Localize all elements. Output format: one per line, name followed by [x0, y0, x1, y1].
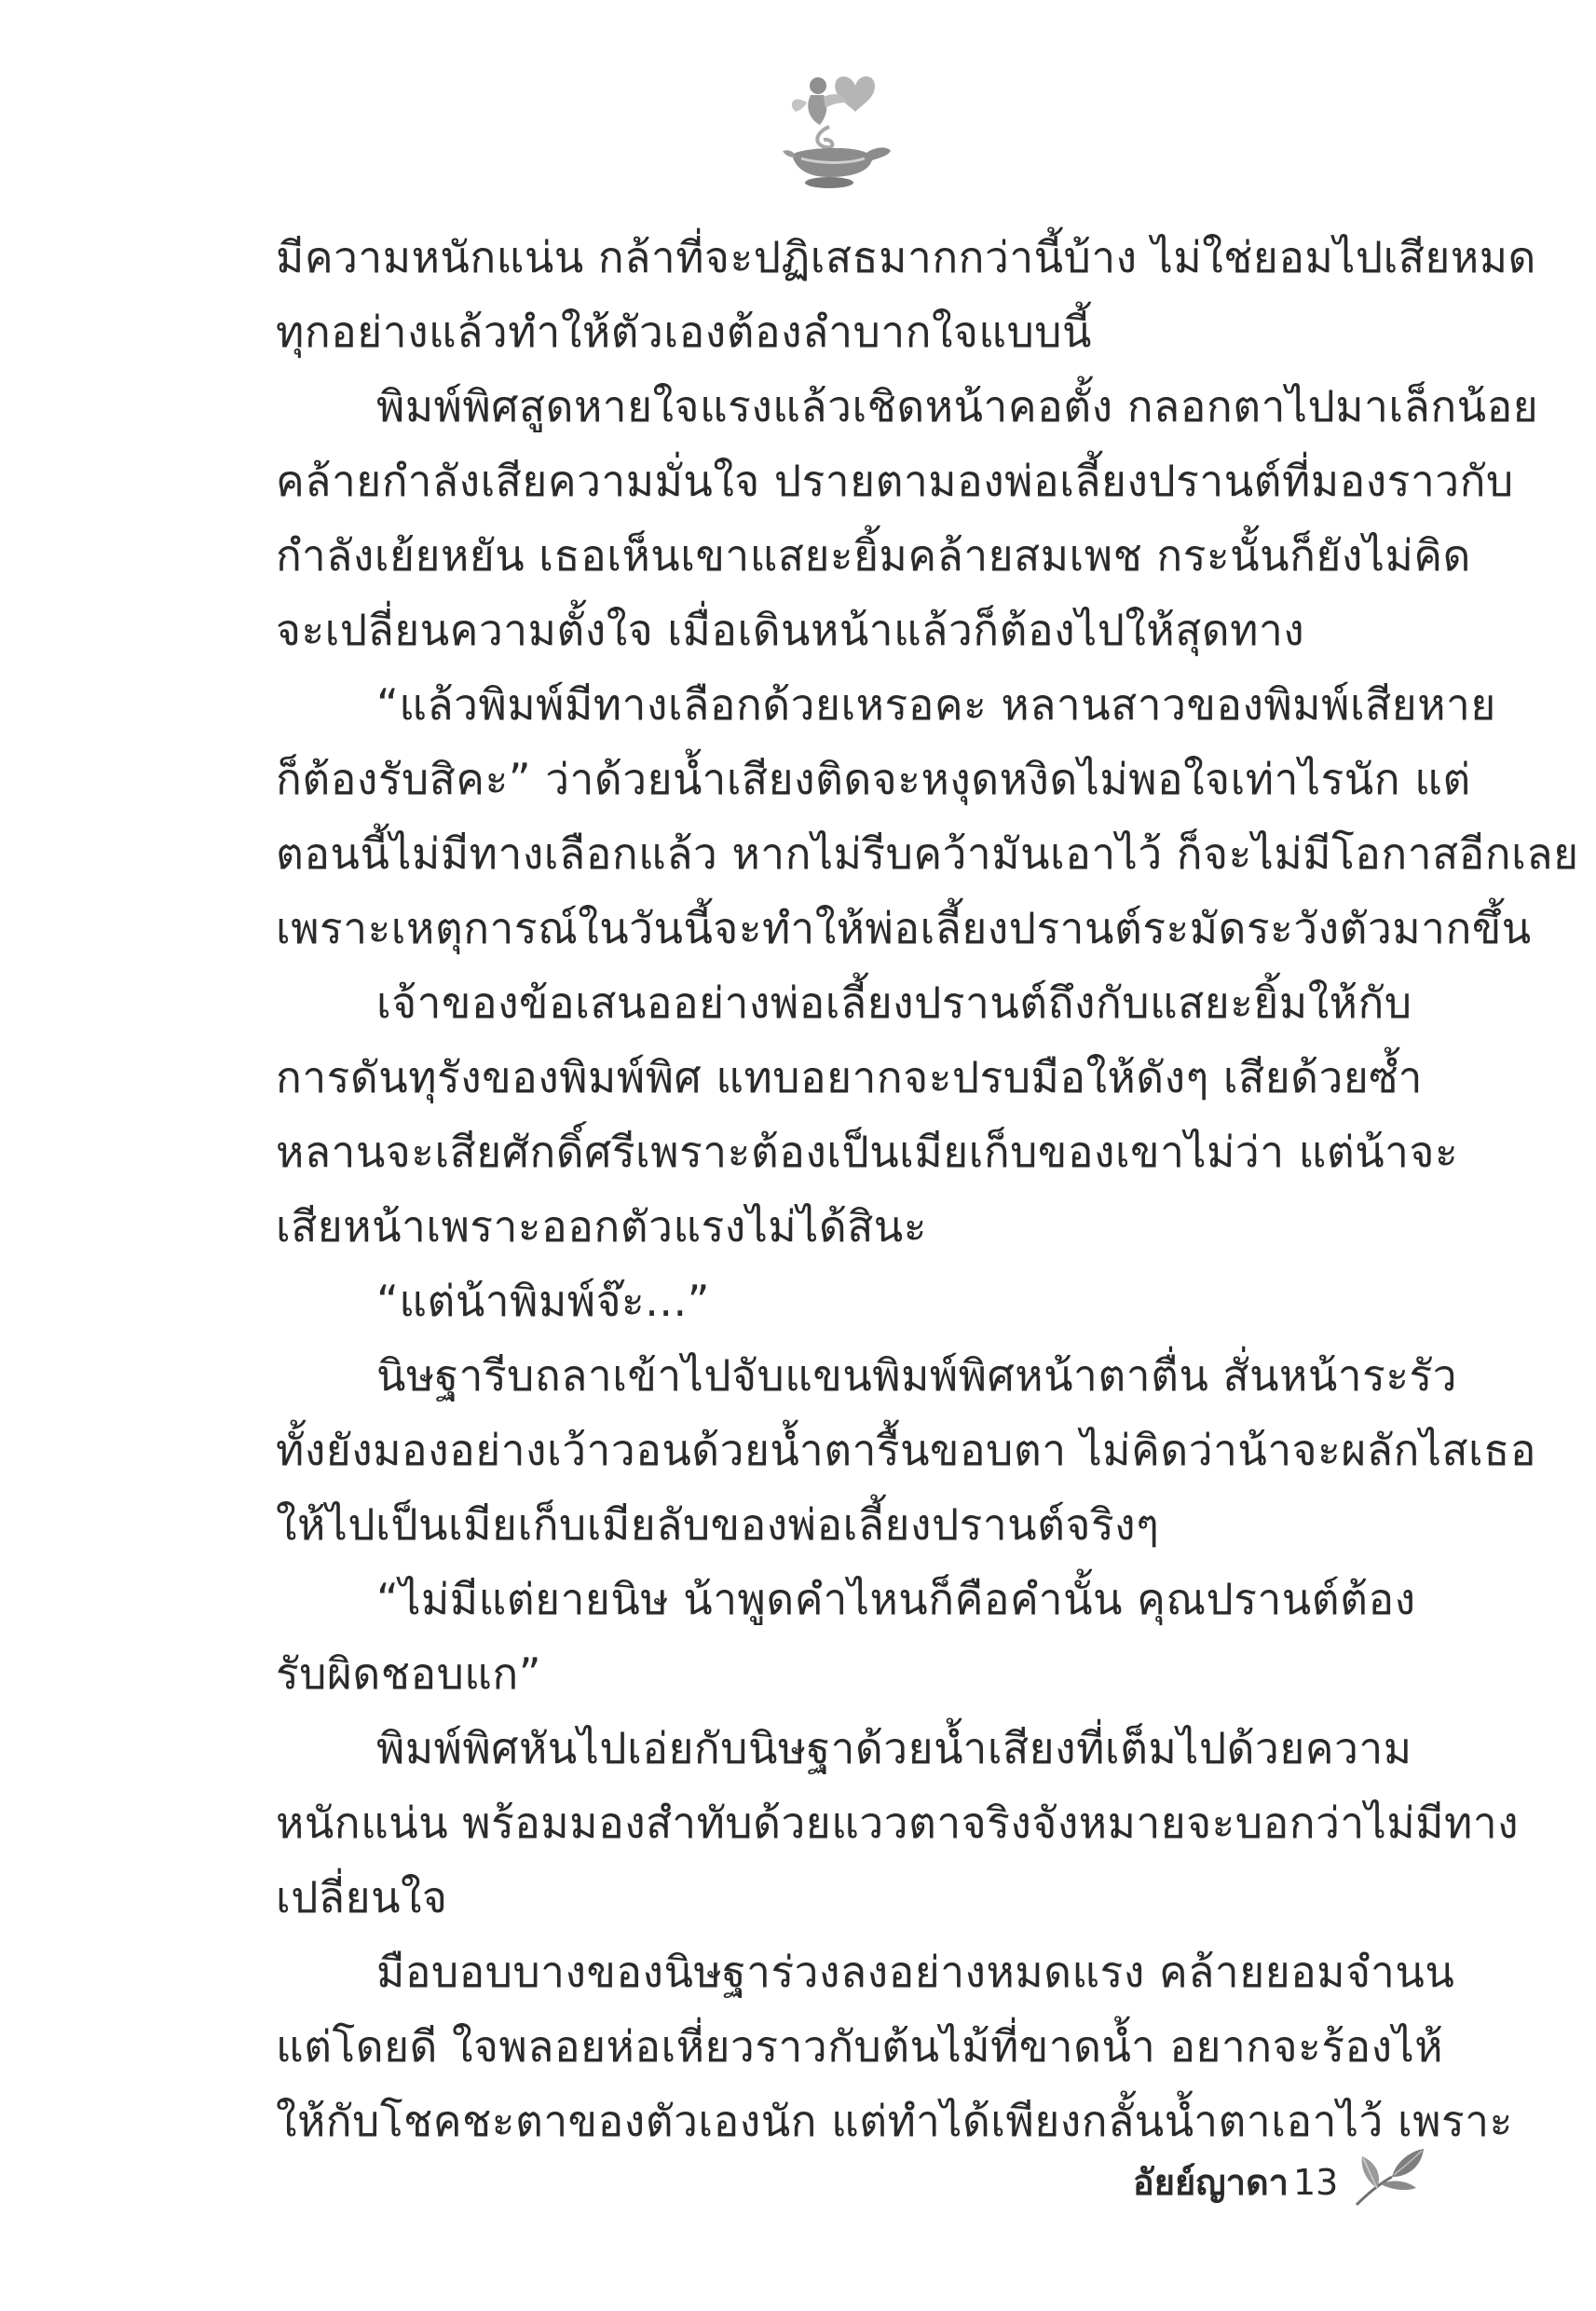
text-line: ให้กับโชคชะตาของตัวเองนัก แต่ทำได้เพียงกลั้นน้ำตาเอาไว้ เพราะ — [276, 2096, 1513, 2146]
text-line: รับผิดชอบแก” — [276, 1648, 542, 1699]
text-line: “แล้วพิมพ์มีทางเลือกด้วยเหรอคะ หลานสาวของพิมพ์เสียหาย — [376, 679, 1496, 730]
book-title: อัยย์ญาดา — [1132, 2162, 1289, 2203]
tea-leaf-icon — [1349, 2143, 1427, 2210]
text-line: แต่โดยดี ใจพลอยห่อเหี่ยวราวกับต้นไม้ที่ขาดน้ำ อยากจะร้องไห้ — [276, 2021, 1444, 2072]
page-number: 13 — [1293, 2162, 1339, 2203]
text-line: “แต่น้าพิมพ์จ๊ะ...” — [376, 1276, 710, 1326]
genie-lamp-cupid-icon — [764, 58, 904, 198]
text-line: ทั้งยังมองอย่างเว้าวอนด้วยน้ำตารื้นขอบตา ไม่คิดว่าน้าจะผลักไสเธอ — [276, 1425, 1536, 1475]
text-line: มีความหนักแน่น กล้าที่จะปฏิเสธมากกว่านี้บ้าง ไม่ใช่ยอมไปเสียหมด — [276, 232, 1536, 282]
text-line: คล้ายกำลังเสียความมั่นใจ ปรายตามองพ่อเลี้ยงปรานต์ที่มองราวกับ — [276, 456, 1514, 506]
text-line: การดันทุรังของพิมพ์พิศ แทบอยากจะปรบมือให้ดังๆ เสียด้วยซ้ำ — [276, 1052, 1423, 1102]
text-line: ก็ต้องรับสิคะ” ว่าด้วยน้ำเสียงติดจะหงุดหงิดไม่พอใจเท่าไรนัก แต่ — [276, 754, 1471, 804]
text-line: หลานจะเสียศักดิ์ศรีเพราะต้องเป็นเมียเก็บของเขาไม่ว่า แต่น้าจะ — [276, 1127, 1459, 1177]
text-line: ให้ไปเป็นเมียเก็บเมียลับของพ่อเลี้ยงปรานต์จริงๆ — [276, 1499, 1160, 1550]
text-line: นิษฐารีบถลาเข้าไปจับแขนพิมพ์พิศหน้าตาตื่น สั่นหน้าระรัว — [376, 1350, 1458, 1401]
text-line: ตอนนี้ไม่มีทางเลือกแล้ว หากไม่รีบคว้ามันเอาไว้ ก็จะไม่มีโอกาสอีกเลย — [276, 828, 1579, 879]
text-line: เสียหน้าเพราะออกตัวแรงไม่ได้สินะ — [276, 1201, 927, 1251]
body-text — [276, 220, 1579, 2158]
text-line: เจ้าของข้อเสนออย่างพ่อเลี้ยงปรานต์ถึงกับแสยะยิ้มให้กับ — [376, 978, 1412, 1028]
text-line: มือบอบบางของนิษฐาร่วงลงอย่างหมดแรง คล้ายยอมจำนน — [376, 1947, 1455, 1997]
text-line: พิมพ์พิศสูดหายใจแรงแล้วเชิดหน้าคอตั้ง กลอกตาไปมาเล็กน้อย — [376, 381, 1539, 431]
text-line: จะเปลี่ยนความตั้งใจ เมื่อเดินหน้าแล้วก็ต้องไปให้สุดทาง — [276, 605, 1305, 655]
text-line: ทุกอย่างแล้วทำให้ตัวเองต้องลำบากใจแบบนี้ — [276, 307, 1092, 357]
text-line: เพราะเหตุการณ์ในวันนี้จะทำให้พ่อเลี้ยงปรานต์ระมัดระวังตัวมากขึ้น — [276, 903, 1532, 953]
text-line: กำลังเย้ยหยัน เธอเห็นเขาแสยะยิ้มคล้ายสมเพช กระนั้นก็ยังไม่คิด — [276, 530, 1471, 581]
text-line: เปลี่ยนใจ — [276, 1872, 448, 1922]
text-line: “ไม่มีแต่ยายนิษ น้าพูดคำไหนก็คือคำนั้น คุณปรานต์ต้อง — [376, 1574, 1416, 1624]
text-line: พิมพ์พิศหันไปเอ่ยกับนิษฐาด้วยน้ำเสียงที่เต็มไปด้วยความ — [376, 1723, 1412, 1773]
text-line: หนักแน่น พร้อมมองสำทับด้วยแววตาจริงจังหมายจะบอกว่าไม่มีทาง — [276, 1798, 1520, 1848]
